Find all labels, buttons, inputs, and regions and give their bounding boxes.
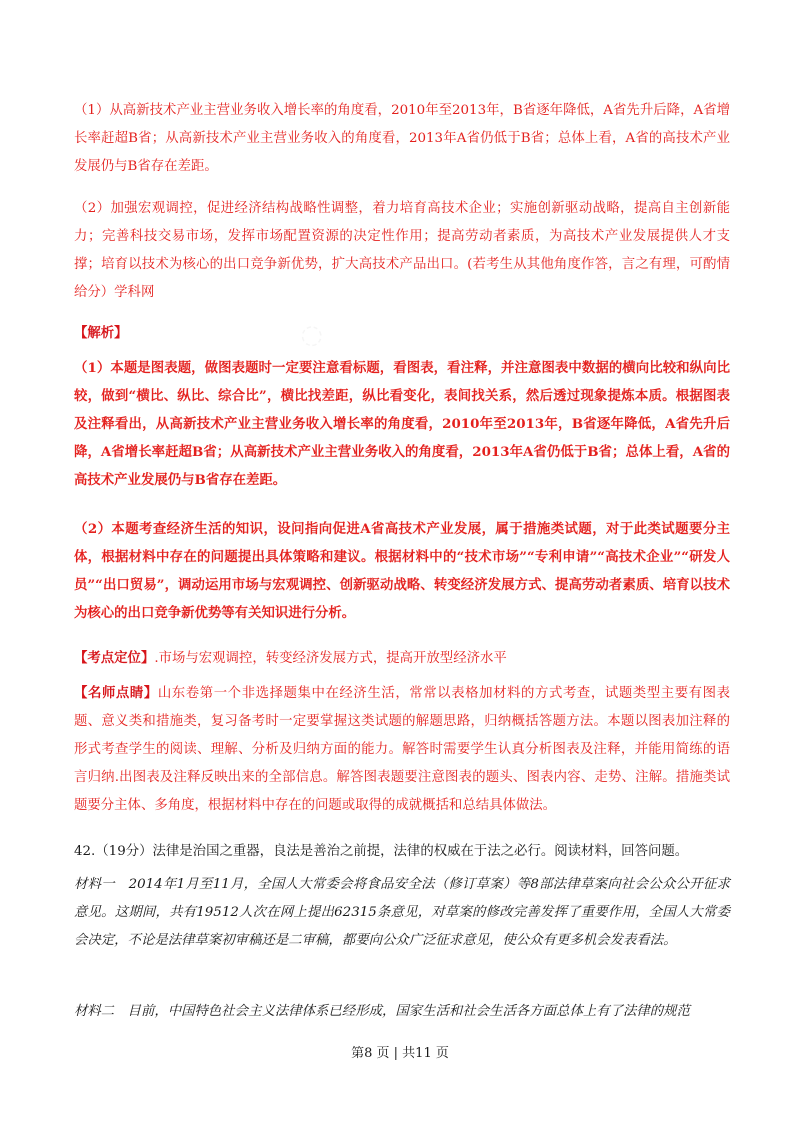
question-42-stem: 42.（19分）法律是治国之重器，良法是善治之前提，法律的权威在于法之必行。阅读材料，回答问题。	[74, 844, 689, 859]
analysis-part-2: （2）本题考查经济生活的知识，设问指向促进A省高技术产业发展，属于措施类试题，对于此类试题要分主体，根据材料中存在的问题提出具体策略和建议。根据材料中的“技术市场”“专利申请”“高技术企业”“研发人员”“出口贸易”，调动运用市场与宏观调控、创新驱动战略、转变经济发展方式、提高劳动者素质、培育以技术为核心的出口竞争新优势等有关知识进行分析。	[74, 521, 730, 621]
watermark: ◌	[295, 317, 327, 353]
answer-part-2: （2）加强宏观调控，促进经济结构战略性调整，着力培育高技术企业；实施创新驱动战略，提高自主创新能力；完善科技交易市场，发挥市场配置资源的决定性作用；提高劳动者素质，为高技术产业发展提供人才支撑；培育以技术为核心的出口竞争新优势，扩大高技术产品出口。(若考生从其他角度作答，言之有理，可酌情给分）学科网	[74, 201, 730, 300]
material-2: 材料二 目前，中国特色社会主义法律体系已经形成，国家生活和社会生活各方面总体上有了法律的规范	[74, 1004, 690, 1019]
mingshi-section	[74, 679, 730, 820]
kaodian-text: .市场与宏观调控，转变经济发展方式，提高开放型经济水平	[154, 651, 507, 666]
answer-part-1: （1）从高新技术产业主营业务收入增长率的角度看，2010年至2013年，B省逐年降低，A省先升后降，A省增长率赶超B省；从高新技术产业主营业务收入的角度看，2013年A省仍低于B省；总体上看，A省的高技术产业发展仍与B省存在差距。	[74, 103, 730, 174]
page-footer: 第8 页 | 共11 页	[351, 1046, 449, 1061]
analysis-part-1: （1）本题是图表题，做图表题时一定要注意看标题，看图表，看注释，并注意图表中数据的横向比较和纵向比较，做到“横比、纵比、综合比”，横比找差距，纵比看变化，表间找关系，然后透过现象提炼本质。根据图表及注释看出，从高新技术产业主营业务收入增长率的角度看，2010年至2013年，B省逐年降低，A省先升后降，A省增长率赶超B省；从高新技术产业主营业务收入的角度看，2013年A省仍低于B省；总体上看，A省的高技术产业发展仍与B省存在差距。	[74, 360, 730, 488]
analysis-heading: 【解析】	[74, 325, 128, 341]
material-1: 材料一 2014年1月至11月，全国人大常委会将食品安全法（修订草案）等8部法律草案向社会公众公开征求意见。这期间，共有19512人次在网上提出62315条意见，对草案的修改完善发挥了重要作用，全国人大常委会决定，不论是法律草案初审稿还是二审稿，都要向公众广泛征求意见，使公众有更多机会发表看法。	[74, 877, 730, 948]
kaodian-section	[74, 644, 730, 673]
mingshi-tag: 【名师点睛】	[74, 685, 158, 701]
kaodian-tag: 【考点定位】	[74, 650, 155, 666]
mingshi-text: 山东卷第一个非选择题集中在经济生活，常常以表格加材料的方式考查，试题类型主要有图表题、意义类和措施类，复习备考时一定要掌握这类试题的解题思路，归纳概括答题方法。本题以图表加注释的形式考查学生的阅读、理解、分析及归纳方面的能力。解答时需要学生认真分析图表及注释，并能用简练的语言归纳.出图表及注释反映出来的全部信息。解答图表题要注意图表的题头、图表内容、走势、注解。措施类试题要分主体、多角度，根据材料中存在的问题或取得的成就概括和总结具体做法。	[74, 686, 731, 813]
